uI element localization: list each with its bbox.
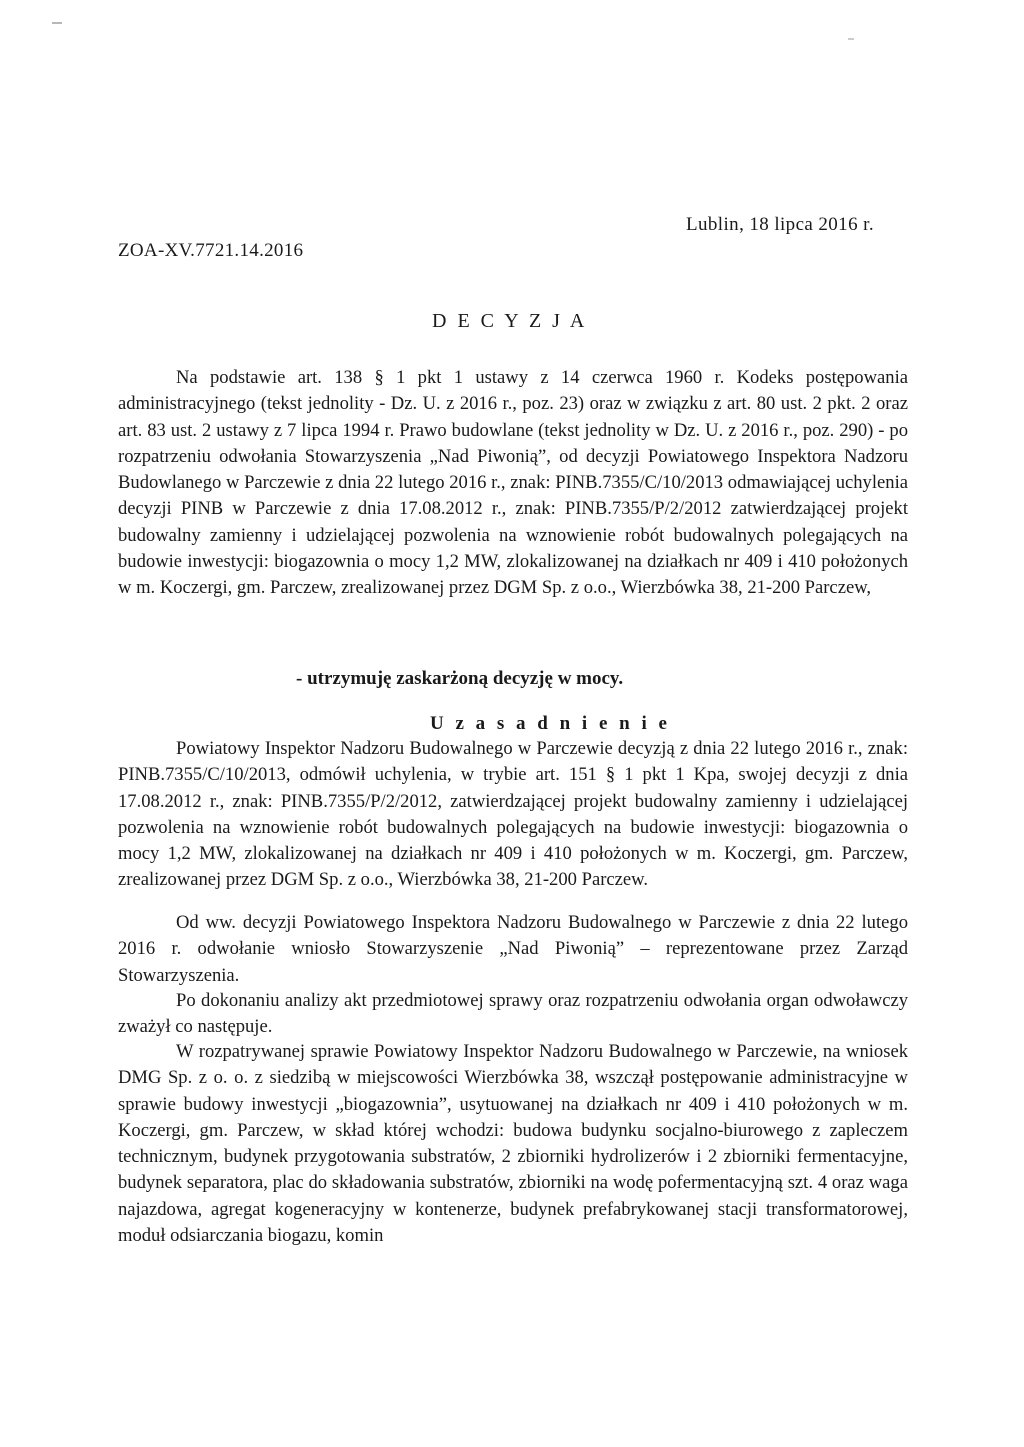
justification-heading: U z a s a d n i e n i e [430,713,671,734]
justification-paragraph: Od ww. decyzji Powiatowego Inspektora Nadzoru Budowalnego w Parczewie z dnia 22 lutego 2016 r. odwołanie wniosło Stowarzyszenie „Nad Piwonią” – reprezentowane przez Zarząd Stowarzyszenia. [118,912,908,986]
justification-paragraph: W rozpatrywanej sprawie Powiatowy Inspektor Nadzoru Budowalnego w Parczewie, na wniosek DMG Sp. z o. o. z siedzibą w miejscowości Wierzbówka 38, wszczął postępowanie administracyjne w sprawie budowy inwestycji „biogazownia”, usytuowanej na działkach nr 409 i 410 położonych w m. Koczergi, gm. Parczew, w skład której wchodzi: budowa budynku socjalno-biurowego z zapleczem technicznym, budynek przygotowania substratów, 2 zbiorniki hydrolizerów i 2 zbiorniki fermentacyjne, budynek separatora, plac do składowania substratów, zbiorniki na wodę pofermentacyjną szt. 4 oraz waga najazdowa, agregat kogeneracyjny w kontenerze, budynek prefabrykowanej stacji transformatorowej, moduł odsiarczania biogazu, komin [118,1041,908,1247]
place-and-date: Lublin, 18 lipca 2016 r. [686,214,874,235]
justification-paragraph: Powiatowy Inspektor Nadzoru Budowalnego w Parczewie decyzją z dnia 22 lutego 2016 r., znak: PINB.7355/C/10/2013, odmówił uchylenia, w trybie art. 151 § 1 pkt 1 Kpa, swojej decyzji z dnia 17.08.2012 r., znak: PINB.7355/P/2/2012, zatwierdzającej projekt budowalny zamienny i udzielającej pozwolenia na wznowienie robót budowalnych polegających na budowie inwestycji: biogazownia o mocy 1,2 MW, zlokalizowanej na działkach nr 409 i 410 położonych w m. Koczergi, gm. Parczew, zrealizowanej przez DGM Sp. z o.o., Wierzbówka 38, 21-200 Parczew. [118,738,908,891]
scan-artifact [52,22,62,24]
justification-paragraph: Po dokonaniu analizy akt przedmiotowej sprawy oraz rozpatrzeniu odwołania organ odwoławczy zważył co następuje. [118,990,908,1038]
legal-basis-paragraph: Na podstawie art. 138 § 1 pkt 1 ustawy z 14 czerwca 1960 r. Kodeks postępowania administracyjnego (tekst jednolity - Dz. U. z 2016 r., poz. 23) oraz w związku z art. 80 ust. 2 pkt. 2 oraz art. 83 ust. 2 ustawy z 7 lipca 1994 r. Prawo budowlane (tekst jednolity w Dz. U. z 2016 r., poz. 290) - po rozpatrzeniu odwołania Stowarzyszenia „Nad Piwonią”, od decyzji Powiatowego Inspektora Nadzoru Budowlanego w Parczewie z dnia 22 lutego 2016 r., znak: PINB.7355/C/10/2013 odmawiającej uchylenia decyzji PINB w Parczewie z dnia 17.08.2012 r., znak: PINB.7355/P/2/2012 zatwierdzającej projekt budowalny zamienny i udzielającej pozwolenia na wznowienie robót budowalnych polegających na budowie inwestycji: biogazownia o mocy 1,2 MW, zlokalizowanej na działkach nr 409 i 410 położonych w m. Koczergi, gm. Parczew, zrealizowanej przez DGM Sp. z o.o., Wierzbówka 38, 21-200 Parczew, [118,367,908,599]
document-title: D E C Y Z J A [432,310,588,332]
scan-artifact [848,38,854,40]
decision-resolution: - utrzymuję zaskarżoną decyzję w mocy. [296,668,624,689]
document-reference-number: ZOA-XV.7721.14.2016 [118,240,304,261]
